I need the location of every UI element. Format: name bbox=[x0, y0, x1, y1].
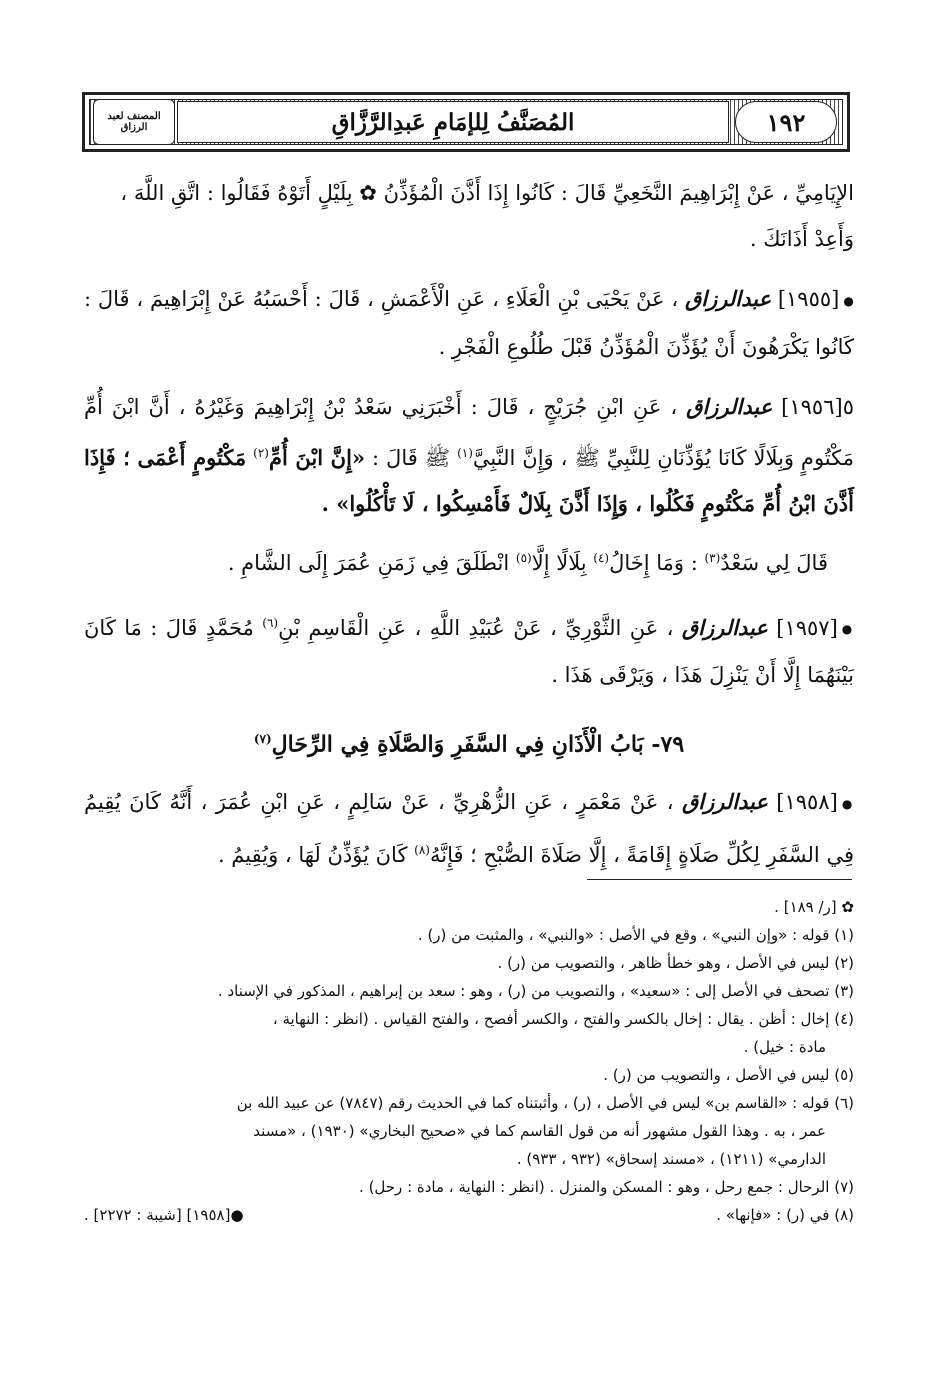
hadith-1958 bbox=[84, 779, 854, 878]
chapter-title: ٧٩- بَابُ الْأَذَانِ فِي السَّفَرِ وَالصَّلَاةِ فِي الرِّحَالِ bbox=[271, 731, 685, 758]
narrator-name: عبدالرزاق bbox=[681, 789, 768, 815]
saad-note bbox=[84, 535, 854, 586]
page-number-box bbox=[735, 101, 837, 143]
main-text bbox=[84, 170, 854, 878]
note-text: قَالَ لِي سَعْدٌ bbox=[720, 550, 828, 575]
footnote-6-continued: عمر ، به . وهذا القول مشهور أنه من قول القاسم كما في «صحيح البخاري» (١٩٣٠) ، «مسند bbox=[253, 1122, 826, 1140]
opening-line-2: وَأَعِدْ أَذَانَكَ . bbox=[749, 227, 854, 251]
hadith-text: ﷺ قَالَ : bbox=[372, 445, 451, 470]
running-title: المُصَنَّفُ لِلإمَامِ عَبدِالرَّزَّاقِ bbox=[331, 108, 575, 136]
footnote-4: (٤) إخال : أظن . يقال : إخال بالكسر والفتح ، والكسر أفصح ، والفتح القياس . (انظر : النهاية ، bbox=[272, 1010, 854, 1028]
hadith-1955 bbox=[84, 276, 854, 370]
opening-line-1: الإِيَامِيِّ ، عَنْ إِبْرَاهِيمَ النَّخَعِيِّ قَالَ : كَانُوا إِذَا أَذَّنَ الْمُؤَذِّنُ ✿ بِلَيْلٍ أَتَوْهُ فَقَالُوا : اتَّقِ اللَّهَ ، bbox=[120, 181, 854, 205]
hadith-bullet: ● bbox=[841, 622, 854, 636]
hadith-number: [١٩٥٨] bbox=[776, 790, 838, 815]
footnote-separator bbox=[587, 879, 852, 880]
footnote-ref: (٨) bbox=[414, 842, 430, 857]
hadith-number: [١٩٥٥] bbox=[777, 287, 840, 311]
source-reference: ●[١٩٥٨] [شيبة : ٢٢٧٢] . bbox=[84, 1206, 244, 1224]
chapter-heading bbox=[84, 716, 854, 767]
hadith-bullet: ● bbox=[841, 796, 854, 811]
hadith-text: كَانَ يُؤَذِّنُ لَهَا ، وَيُقِيمُ . bbox=[217, 842, 408, 867]
note-text: انْطَلَقَ فِي زَمَنِ عُمَرَ إِلَى الشَّامِ . bbox=[227, 550, 510, 575]
hadith-text: ، عَنْ مَعْمَرٍ ، عَنِ الزُّهْرِيِّ ، عَنْ سَالِمٍ ، عَنِ ابْنِ عُمَرَ ، أَنَّهُ كَانَ يُقِيمُ فِي السَّفَرِ لِكُلِّ صَلَاةٍ إِقَامَةً ، إِلَّا صَلَاةَ الصُّبْحِ ؛ فَإِنَّهُ bbox=[84, 790, 854, 867]
footnote-ref: (١) bbox=[457, 445, 473, 460]
hadith-number: [١٩٥٦] bbox=[781, 394, 843, 419]
footnote-3: (٣) تصحف في الأصل إلى : «سعيد» ، والتصويب من (ر) ، وهو : سعد بن إبراهيم ، المذكور في الإسناد . bbox=[217, 982, 854, 1000]
footnotes bbox=[84, 893, 854, 1229]
prophetic-quote: «إِنَّ ابْنَ أُمِّ bbox=[268, 444, 366, 470]
footnote-star: ✿ [ر/ ١٨٩] . bbox=[774, 898, 854, 916]
footnote-6-continued-2: الدارمي» (١٢١١) ، «مسند إسحاق» (٩٣٢ ، ٩٣٣) . bbox=[516, 1150, 826, 1168]
hadith-text: ، عَنِ ابْنِ جُرَيْجٍ ، قَالَ : أَخْبَرَنِي سَعْدُ بْنُ إِبْرَاهِيمَ وَغَيْرُهُ ، أَنَّ ابْنَ أُمِّ مَكْتُومٍ وَبِلَالًا كَانَا يُؤَذِّنَانِ لِلنَّبِيِّ ﷺ ، وَإِنَّ النَّبِيَّ bbox=[84, 394, 854, 470]
page-header bbox=[82, 92, 850, 152]
footnote-2: (٢) ليس في الأصل ، وهو خطأ ظاهر ، والتصويب من (ر) . bbox=[497, 954, 854, 972]
footnote-7: (٧) الرحال : جمع رحل ، وهو : المسكن والمنزل . (انظر : النهاية ، مادة : رحل) . bbox=[359, 1178, 854, 1196]
prophetic-quote: مَكْتُومٍ أَعْمَى ؛ فَإِذَا أَذَّنَ ابْنُ أُمِّ مَكْتُومٍ فَكُلُوا ، وَإِذَا أَذَّنَ بِلَالٌ فَأَمْسِكُوا ، لَا تَأْكُلُوا» . bbox=[84, 444, 854, 516]
footnote-6: (٦) قوله : «القاسم بن» ليس في الأصل ، (ر) ، وأثبتناه كما في الحديث رقم (٧٨٤٧) عن عبيد الله بن bbox=[236, 1094, 854, 1112]
narrator-name: عبدالرزاق bbox=[681, 614, 768, 640]
footnote-ref: (٣) bbox=[704, 550, 721, 565]
footnote-ref: (٢) bbox=[253, 445, 269, 460]
note-text: بِلَالًا إِلَّا bbox=[531, 550, 587, 575]
hadith-1956 bbox=[84, 384, 854, 527]
footnote-last-line bbox=[84, 1201, 854, 1229]
note-text: : وَمَا إِخَالُ bbox=[609, 550, 698, 575]
seal-logo bbox=[93, 99, 175, 145]
footnote-ref: (٧) bbox=[253, 732, 272, 746]
hadith-text: ، عَنِ الثَّوْرِيِّ ، عَنْ عُبَيْدِ اللَّهِ ، عَنِ الْقَاسِمِ بْنِ bbox=[278, 615, 674, 640]
hadith-bullet: ● bbox=[843, 293, 854, 308]
page-number: ١٩٢ bbox=[766, 107, 806, 137]
hadith-1957 bbox=[84, 600, 854, 699]
header-title-band bbox=[177, 101, 729, 143]
footnote-4-continued: مادة : خيل) . bbox=[743, 1038, 826, 1056]
footnote-8: (٨) في (ر) : «فإنها» . bbox=[716, 1206, 854, 1224]
footnote-ref: (٤) bbox=[593, 550, 610, 565]
footnote-ref: (٥) bbox=[515, 550, 532, 565]
seal-logo-text: المصنف لعبد الرزاق bbox=[107, 111, 161, 133]
footnote-1: (١) قوله : «وإن النبي» ، وقع في الأصل : «والنبي» ، والمثبت من (ر) . bbox=[417, 926, 854, 944]
hadith-text: مُحَمَّدٍ قَالَ : مَا كَانَ بَيْنَهُمَا إِلَّا أَنْ يَنْزِلَ هَذَا ، وَيَرْقَى هَذَا . bbox=[84, 615, 854, 687]
narrator-name: عبدالرزاق bbox=[685, 286, 771, 311]
hadith-text: ، عَنْ يَحْيَى بْنِ الْعَلَاءِ ، عَنِ الْأَعْمَشِ ، قَالَ : أَحْسَبُهُ عَنْ إِبْرَاهِيمَ ، قَالَ : كَانُوا يَكْرَهُونَ أَنْ يُؤَذِّنَ الْمُؤَذِّنُ قَبْلَ طُلُوعِ الْفَجْرِ . bbox=[84, 287, 854, 359]
footnote-ref: (٦) bbox=[262, 615, 279, 630]
hadith-number: [١٩٥٧] bbox=[776, 615, 838, 640]
footnote-5: (٥) ليس في الأصل ، والتصويب من (ر) . bbox=[603, 1066, 854, 1084]
narrator-name: عبدالرزاق bbox=[686, 393, 773, 419]
hadith-marker: ٥ bbox=[842, 394, 854, 419]
